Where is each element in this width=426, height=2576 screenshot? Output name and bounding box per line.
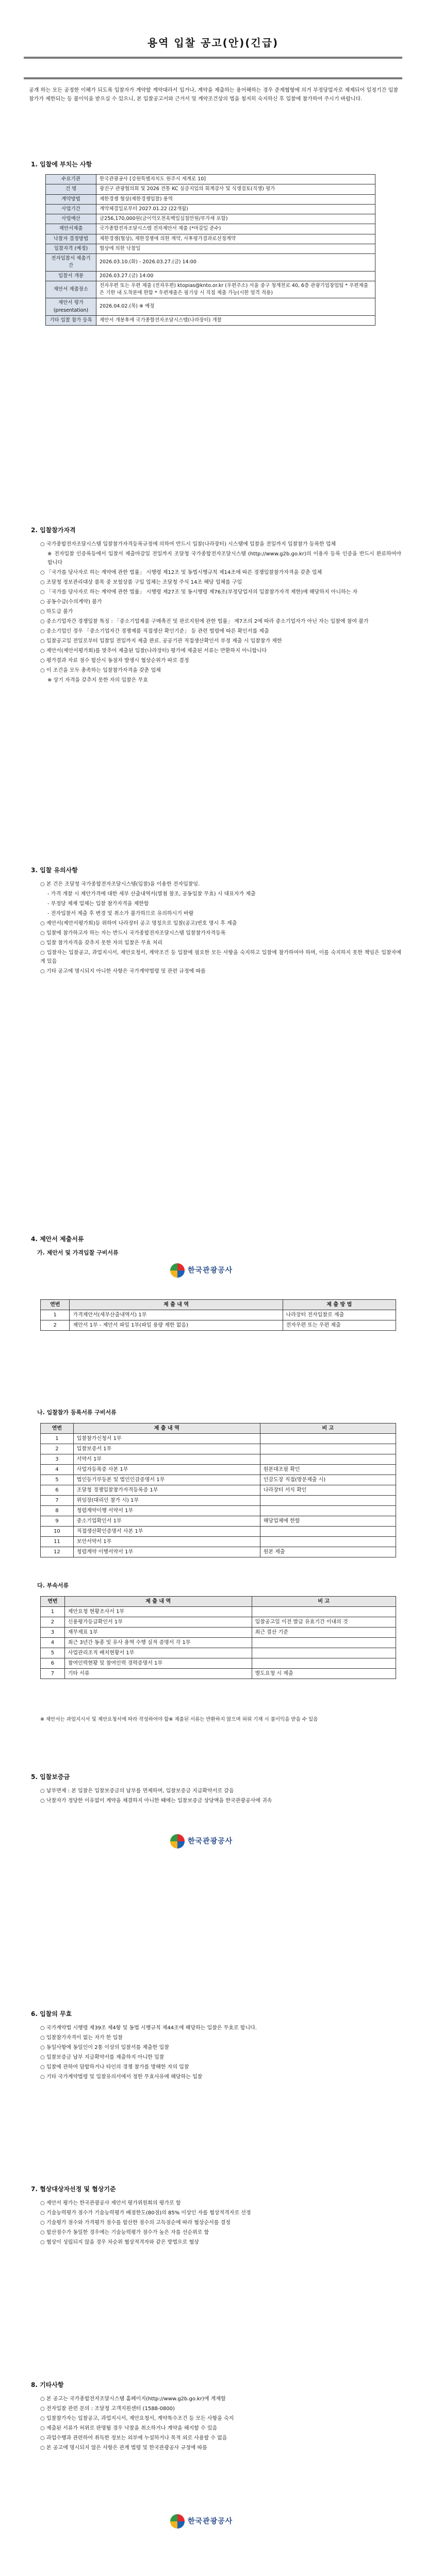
paragraph-line: ※ 전자입찰 인증록등에서 입찰서 제출마감일 전일까지 조달청 국가종합전자조달시스템 (http://www.g2b.go.kr)의 이용자 등록 인증을 반드시 완료하여야 합니다 (47, 551, 401, 566)
table-cell: 제안서 1부 - 제안서 파일 1부(파일 용량 제한 없음) (70, 1320, 283, 1331)
summary-row (46, 315, 375, 325)
paragraph-line: ○ 제안서 평가는 한국관광공사 제안서 평가위원회의 평가로 함 (40, 2200, 181, 2206)
section-6-body (40, 2024, 401, 2082)
table-cell (252, 1648, 396, 1658)
section-2-heading: 2. 입찰참가자격 (31, 527, 76, 534)
table-header-cell: 연번 (41, 1423, 74, 1434)
table-row (41, 1475, 396, 1485)
paragraph-line: - 전자입찰서 제출 후 변경 및 취소가 불가하므로 유의하시기 바람 (47, 911, 194, 917)
table-cell: 조달청 경쟁입찰참가자격등록증 1부 (73, 1485, 260, 1496)
table-cell: 2 (41, 1617, 65, 1628)
table-cell: 7 (41, 1496, 74, 1506)
table-cell: 기타 서류 (64, 1669, 252, 1679)
table-cell: 11 (41, 1537, 74, 1547)
paragraph-line: ○ 협상이 성립되지 않을 경우 차순위 협상적격자와 같은 방법으로 협상 (40, 2240, 199, 2245)
table-cell: 2 (41, 1444, 74, 1454)
paragraph-line: ○ 동일사항에 동일인이 2통 이상의 입찰서를 제출한 입찰 (40, 2045, 169, 2050)
paragraph-line: ○ 「국가를 당사자로 하는 계약에 관한 법률」 시행령 제12조 및 동법시행규칙 제14조에 따른 경쟁입찰참가자격을 갖춘 업체 (40, 570, 322, 575)
table-cell: 나라장터 전자입찰로 제출 (283, 1310, 396, 1320)
table-row (41, 1506, 396, 1516)
section-6-heading: 6. 입찰의 무효 (31, 2010, 72, 2018)
section-8-body (40, 2395, 401, 2453)
paragraph-line: ○ 과업수행과 관련하여 취득한 정보는 외부에 누설하거나 목적 외로 사용할 수 없음 (40, 2435, 227, 2441)
paragraph-line: ○ 중소기업자간 경쟁입찰 특징 : 「중소기업제품 구매촉진 및 판로지원에 관한 법률」 제7조의 2에 따라 중소기업자가 아닌 자는 입찰에 참여 불가 (40, 619, 369, 624)
table-cell: 중소기업확인서 1부 (73, 1516, 260, 1527)
paragraph-line: ○ 입찰공고일 전일로부터 입찰일 전일까지 제출 완료. 공공기관 직접생산확인서 부정 제출 시 입찰참가 제한 (40, 638, 282, 644)
table-cell: 7 (41, 1669, 65, 1679)
table-row (41, 1658, 396, 1669)
paragraph-line: ○ 기타 공고에 명시되지 아니한 사항은 국가계약법령 및 관련 규정에 따름 (40, 969, 206, 974)
table-cell (260, 1496, 396, 1506)
table-cell: 6 (41, 1658, 65, 1669)
paragraph-line: ○ 입찰보증금 납부 지급확약서를 제출하지 아니한 입찰 (40, 2055, 165, 2060)
table-cell: 별도요청 시 제출 (252, 1669, 396, 1679)
paragraph-line: ○ 공동수급(수의계약) 불가 (40, 599, 102, 605)
table-cell: 5 (41, 1648, 65, 1658)
table-row (41, 1669, 396, 1679)
paragraph-line: ○ 입찰 참가자격을 갖추지 못한 자의 입찰은 무효 처리 (40, 940, 163, 946)
table-cell: 6 (41, 1485, 74, 1496)
table-header-cell: 제 출 내 역 (64, 1597, 252, 1607)
summary-key: 입찰자격 (예정) (46, 244, 96, 253)
section-4-sub-b: 나. 입찰참가 등록서류 구비서류 (37, 1409, 117, 1416)
summary-row (46, 271, 375, 281)
paragraph-line: ○ 기술평가 점수와 가격평가 점수를 합산한 점수의 고득점순에 따라 협상순서를 결정 (40, 2220, 231, 2226)
table-cell: 원본대조필 확인 (260, 1465, 396, 1475)
table-row (41, 1310, 396, 1320)
summary-key: 전자입찰서 제출기간 (46, 254, 96, 272)
summary-key: 건 명 (46, 184, 96, 194)
table-cell (260, 1527, 396, 1537)
summary-value: 협상에 의한 낙찰일 (96, 244, 375, 253)
summary-value: 금256,170,000원(금이억오천육백일십칠만원/부가세 포함) (96, 214, 375, 224)
table-header-cell: 제 출 방 법 (283, 1300, 396, 1310)
summary-value: 광진구 관광협의회 및 2026 전통 KC 실증지입의 회계감사 및 식생검토(직생) 평가 (96, 184, 375, 194)
table-header-cell: 비 고 (252, 1597, 396, 1607)
table-cell: 전자우편 또는 우편 제출 (283, 1320, 396, 1331)
table-cell (252, 1607, 396, 1617)
table-cell: 최근 결산 기준 (252, 1628, 396, 1638)
paragraph-line: ○ 본 건은 조달청 국가종합전자조달시스템(입찰)을 이용한 전자입찰임. (40, 882, 200, 887)
table-row (41, 1434, 396, 1444)
tourism-logo-2 (170, 1834, 233, 1849)
table-cell: 해당업체에 한함 (260, 1516, 396, 1527)
table-header-cell: 연번 (41, 1597, 65, 1607)
tourism-logo-3 (170, 2514, 233, 2529)
table-row (41, 1485, 396, 1496)
table-cell: 사업관리조직 배치현황서 1부 (64, 1648, 252, 1658)
section-4-sub-c: 다. 부속서류 (37, 1582, 69, 1589)
summary-value: 한국관광공사 [강원특별자치도 원주시 세계로 10] (96, 175, 375, 184)
table-header-cell: 제 출 내 역 (70, 1300, 283, 1310)
summary-key: 기타 입찰 참가 등록 (46, 315, 96, 325)
summary-row (46, 254, 375, 272)
table-cell: 3 (41, 1628, 65, 1638)
summary-key: 입찰서 개봉 (46, 271, 96, 281)
summary-row (46, 244, 375, 253)
section-4-notes (40, 1716, 401, 1723)
table-header-row (41, 1423, 396, 1434)
table-row (41, 1638, 396, 1648)
table-row (41, 1628, 396, 1638)
paragraph-line: ○ 입찰참가자격이 없는 자가 한 입찰 (40, 2035, 123, 2041)
section-4-heading: 4. 제안서 제출서류 (31, 1235, 84, 1243)
summary-row (46, 234, 375, 244)
table-header-row (41, 1300, 396, 1310)
table-row (41, 1444, 396, 1454)
paragraph-line: ○ 국가종합전자조달시스템 입찰참가자격등록규정에 의하여 반드시 입찰(나라장터) 시스템에 입찰을 전일까지 입찰참가 등록한 업체 (40, 541, 336, 547)
table-cell: 제안요청 현황조사서 1부 (64, 1607, 252, 1617)
section-7-body (40, 2199, 401, 2248)
table-cell: 입찰공고일 이전 발급 유효기간 이내의 것 (252, 1617, 396, 1628)
attachment-docs-table (40, 1596, 396, 1679)
summary-value: 제한경쟁 협상(제한경쟁입찰) 용역 (96, 194, 375, 204)
table-cell: 최근 3년간 동종 및 유사 용역 수행 실적 증명서 각 1부 (64, 1638, 252, 1648)
table-row (41, 1547, 396, 1557)
summary-key: 낙찰자 결정방법 (46, 234, 96, 244)
table-row (41, 1648, 396, 1658)
tourism-logo (170, 1263, 233, 1278)
table-cell: 8 (41, 1506, 74, 1516)
table-cell: 12 (41, 1547, 74, 1557)
logo-mark (170, 1263, 185, 1278)
table-cell (260, 1506, 396, 1516)
table-cell (260, 1454, 396, 1465)
paragraph-line: ○ 납부면제 : 본 입찰은 입찰보증금의 납부를 면제하며, 입찰보증금 지급확약서로 갈음 (40, 1788, 234, 1794)
section-1-heading: 1. 입찰에 부치는 사항 (31, 161, 92, 168)
paragraph-line: ○ 입찰자는 입찰공고, 과업지시서, 제안요청서, 계약조건 등 입찰에 필요한 모든 사항을 숙지하고 입찰에 참가하여야 하며, 이를 숙지하지 못한 책임은 입찰자에게 있음 (40, 950, 401, 964)
summary-row (46, 175, 375, 184)
logo-text: 한국관광공사 (188, 2517, 233, 2526)
table-cell: 4 (41, 1465, 74, 1475)
paragraph-line: ※ 상기 자격을 갖추지 못한 자의 입찰은 무효 (47, 677, 148, 683)
title-divider (24, 57, 402, 59)
table-cell: 법인등기부등본 및 법인인감증명서 1부 (73, 1475, 260, 1485)
paragraph-line: ○ 입찰에 관하여 담합하거나 타인의 경쟁 참가를 방해한 자의 입찰 (40, 2064, 189, 2070)
table-row (41, 1454, 396, 1465)
summary-row (46, 194, 375, 204)
table-row (41, 1607, 396, 1617)
table-row (41, 1465, 396, 1475)
summary-value: 전자우편 또는 우편 제출 (전자우편) ktopias@knto.or.kr (우편주소) 서울 중구 청계천로 40, 6층 관광기업창업팀 * 우편제출은 기한 내 도착분에 한함 * 우편제출은 필기상 시 직접 제출 가능(시한 엄격 적용) (96, 281, 375, 298)
table-row (41, 1320, 396, 1331)
table-cell (252, 1658, 396, 1669)
paragraph-line: ○ 기술능력평가 점수가 기술능력평가 배점한도(80점)의 85% 이상인 자를 협상적격자로 선정 (40, 2210, 251, 2216)
paragraph-line: ○ 제안서(제안서평가회)등 위하여 나라장터 공고 명칭으로 입찰(공고)번호 명시 후 제출 (40, 921, 237, 926)
summary-row (46, 204, 375, 214)
table-cell: 1 (41, 1434, 74, 1444)
paragraph-line: ○ 하도급 불가 (40, 609, 73, 615)
section-7-heading: 7. 협상대상자선정 및 협상기준 (31, 2185, 116, 2193)
table-row (41, 1537, 396, 1547)
table-header-cell: 비 고 (260, 1423, 396, 1434)
summary-value: 2026.03.27.(금) 14:00 (96, 271, 375, 281)
table-cell (252, 1638, 396, 1648)
table-row (41, 1527, 396, 1537)
page-title: 용역 입찰 공고(안)(긴급) (147, 37, 279, 49)
paragraph-line: ○ 전자입찰 관련 문의 : 조달청 고객지원센터 (1588-0800) (40, 2406, 175, 2412)
summary-key: 제안서제출 (46, 224, 96, 234)
logo-text: 한국관광공사 (188, 1266, 233, 1275)
summary-value: 계약체결일로부터 2027.01.22 (22개월) (96, 204, 375, 214)
table-cell: 입찰보증서 1부 (73, 1444, 260, 1454)
section-3-heading: 3. 입찰 유의사항 (31, 867, 78, 874)
section-4-sub-a: 가. 제안서 및 가격입찰 구비서류 (37, 1249, 119, 1256)
summary-key: 수요기관 (46, 175, 96, 184)
summary-value: 2026.03.10.(화) - 2026.03.27.(금) 14:00 (96, 254, 375, 272)
table-cell: 1 (41, 1310, 70, 1320)
table-cell: 청렴계약이행 서약서 1부 (73, 1506, 260, 1516)
paragraph-line: ○ 조달청 정보관리대상 품목 중 보험상품 구입 업체는 조달청 주식 14조 해당 업체를 구입 (40, 580, 242, 585)
section-5-body (40, 1787, 401, 1806)
section-8-heading: 8. 기타사항 (31, 2381, 64, 2388)
table-cell: 서약서 1부 (73, 1454, 260, 1465)
paragraph-line: ○ 본 공고에 명시되지 않은 사항은 관계 법령 및 한국관광공사 규정에 따름 (40, 2445, 207, 2451)
table-cell: 보안서약서 1부 (73, 1537, 260, 1547)
logo-mark (170, 2514, 185, 2529)
paragraph-line: - 부정당 제재 업체는 입찰 참가자격을 제한함 (47, 901, 149, 907)
paragraph-line: ○ 제안서(제안서평가회)를 맞추어 제출된 입찰(나라장터) 평가에 제출된 서류는 반환하지 아니합니다 (40, 648, 267, 654)
table-row (41, 1617, 396, 1628)
table-cell: 1 (41, 1607, 65, 1617)
paragraph-line: ○ 제출된 서류가 허위로 판명될 경우 낙찰을 취소하거나 계약을 해지할 수 있음 (40, 2426, 218, 2431)
table-header-cell: 제 출 내 역 (73, 1423, 260, 1434)
table-header-cell: 연번 (41, 1300, 70, 1310)
title-divider-2 (24, 77, 402, 79)
summary-row (46, 214, 375, 224)
table-cell (260, 1444, 396, 1454)
paragraph-line: ○ 본 공고는 국가종합전자조달시스템 홈페이지(http://www.g2b.go.kr)에 게재함 (40, 2396, 226, 2402)
summary-row (46, 281, 375, 298)
proposal-docs-table (40, 1299, 396, 1331)
table-cell: 직접생산확인증명서 사본 1부 (73, 1527, 260, 1537)
logo-mark (170, 1834, 185, 1849)
summary-value: 국가종합전자조달시스템 전자제안서 제출 (*마감일 준수) (96, 224, 375, 234)
table-cell: 신용평가등급확인서 1부 (64, 1617, 252, 1628)
summary-key: 계약방법 (46, 194, 96, 204)
summary-row (46, 298, 375, 316)
table-row (41, 1516, 396, 1527)
paragraph-line: ○ 합산점수가 동일한 경우에는 기술능력평가 점수가 높은 자를 선순위로 함 (40, 2230, 209, 2235)
logo-text: 한국관광공사 (188, 1837, 233, 1845)
table-cell: 10 (41, 1527, 74, 1537)
summary-row (46, 224, 375, 234)
summary-key: 제안서 평가 (presentation) (46, 298, 96, 316)
table-cell: 5 (41, 1475, 74, 1485)
summary-value: 제안서 개봉후에 국가종합전자조달시스템(나라장터) 개찰 (96, 315, 375, 325)
summary-value: 제한경쟁(협상), 제한경쟁에 의한 계약, 사후평가결과로선정계약 (96, 234, 375, 244)
table-cell: 인감도장 직접(방문제출 시) (260, 1475, 396, 1485)
table-header-row (41, 1597, 396, 1607)
section-2-body (40, 540, 401, 686)
section-5-heading: 5. 입찰보증금 (31, 1773, 70, 1781)
table-cell: 청렴계약 이행서약서 1부 (73, 1547, 260, 1557)
paragraph-line: ○ 평가결과 자료 점수 합산시 동점자 발생시 협상순위가 따로 결정 (40, 658, 189, 664)
table-cell: 9 (41, 1516, 74, 1527)
paragraph-line: ○ 낙찰자가 정당한 이유없이 계약을 체결하지 아니한 때에는 입찰보증금 상당액을 한국관광공사에 귀속 (40, 1798, 272, 1804)
table-cell (260, 1537, 396, 1547)
table-cell: 위임장(대리인 참가 시) 1부 (73, 1496, 260, 1506)
summary-key: 제안서 제출장소 (46, 281, 96, 298)
table-row (41, 1496, 396, 1506)
table-cell: 참여인력현황 및 참여인력 경력증명서 1부 (64, 1658, 252, 1669)
summary-row (46, 184, 375, 194)
table-cell: 원본 제출 (260, 1547, 396, 1557)
table-cell (260, 1434, 396, 1444)
table-cell: 재무제표 1부 (64, 1628, 252, 1638)
paragraph-line: ○ 이 조건을 모두 총족하는 입찰참가자격을 갖춘 업체 (40, 668, 161, 673)
bid-summary-table (45, 174, 375, 326)
paragraph-line: ※ 제출된 서류는 반환하지 않으며 허위 기재 시 불이익을 받을 수 있음 (169, 1717, 318, 1722)
table-cell: 가격제안서(세부산출내역서) 1부 (70, 1310, 283, 1320)
table-cell: 4 (41, 1638, 65, 1648)
intro-text: 공개 하는 모든 공정한 이해가 되도록 입찰자가 계약할 계약대라서 입거나, 계약을 제출하는 용어해하는 경우 준제협형에 의거 부정당업자로 제제되어 일정기간 입찰참가가 제한되는 등 불이익을 받으실 수 있으니, 본 입찰공고서와 근거서 및 계약조건상의 법을 철저히 숙지하신 후 입찰에 참가하여 주시기 바랍니다. (29, 88, 398, 102)
summary-key: 사업예산 (46, 214, 96, 224)
paragraph-line: - 가격 개찰 시 제안가격에 대한 세부 산출내역서(별첨 참조, 공동입찰 무효) 시 대표자가 제출 (47, 891, 256, 897)
paragraph-line: ○ 중소기업인 경우 「중소기업자간 경쟁제품 직접생산 확인기준」 등 관련 법령에 따른 확인서를 제출 (40, 629, 269, 634)
section-3-body (40, 880, 401, 977)
table-cell: 2 (41, 1320, 70, 1331)
paragraph-line: ○ 입찰에 참가하고자 하는 자는 반드시 국가종합전자조달시스템 입찰참가자격등록 (40, 930, 226, 936)
paragraph-line: ○ 국가계약법 시행령 제39조 제4항 및 동법 시행규칙 제44조에 해당하는 입찰은 무효로 합니다. (40, 2025, 257, 2031)
table-cell: 사업자등록증 사본 1부 (73, 1465, 260, 1475)
paragraph-line: ※ 제안서는 과업지시서 및 제안요청서에 따라 작성하여야 함 (40, 1717, 169, 1722)
table-cell: 나라장터 서식 확인 (260, 1485, 396, 1496)
table-cell: 3 (41, 1454, 74, 1465)
paragraph-line: ○ 입찰참가자는 입찰공고, 과업지시서, 제안요청서, 계약특수조건 등 모든 사항을 숙지 (40, 2416, 234, 2421)
summary-value: 2026.04.02.(목) ※ 예정 (96, 298, 375, 316)
paragraph-line: ○ 기타 국가계약법령 및 입찰유의서에서 정한 무효사유에 해당하는 입찰 (40, 2074, 203, 2080)
summary-key: 사업기간 (46, 204, 96, 214)
table-cell: 입찰참가신청서 1부 (73, 1434, 260, 1444)
paragraph-line: ○ 「국가를 당사자로 하는 계약에 관한 법률」 시행령 제27조 및 동시행령 제76조(부정당업자의 입찰참가자격 제한)에 해당하지 아니하는 자 (40, 589, 358, 595)
registration-docs-table (40, 1423, 396, 1557)
